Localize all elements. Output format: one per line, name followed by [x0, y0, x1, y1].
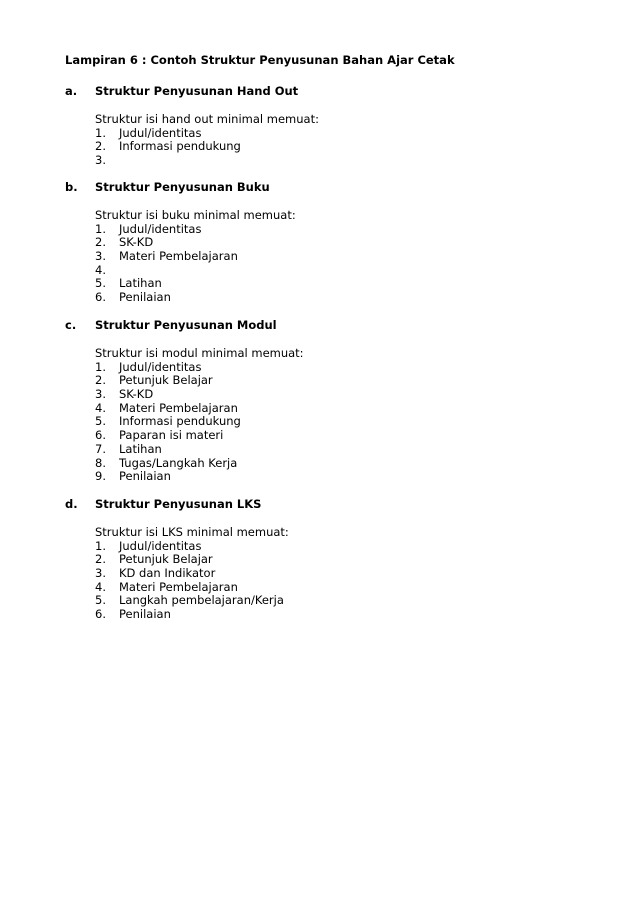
item-number: 3. [95, 387, 106, 402]
item-number: 1. [95, 221, 106, 236]
list-item [95, 291, 585, 305]
item-text: Langkah pembelajaran/Kerja [119, 593, 284, 608]
list-item [95, 402, 585, 416]
list-item [95, 581, 585, 595]
item-number: 5. [95, 276, 106, 291]
list-item [95, 264, 585, 278]
list-item [95, 443, 585, 457]
item-text: Petunjuk Belajar [119, 373, 213, 388]
item-list [95, 127, 585, 168]
item-text: KD dan Indikator [119, 566, 216, 581]
list-item [95, 594, 585, 608]
item-number: 4. [95, 579, 106, 594]
item-number: 2. [95, 139, 106, 154]
item-number: 4. [95, 262, 106, 277]
item-text: Judul/identitas [119, 221, 202, 236]
item-text: Tugas/Langkah Kerja [119, 455, 238, 470]
item-number: 2. [95, 373, 106, 388]
list-item [95, 127, 585, 141]
item-text: SK-KD [119, 235, 154, 250]
item-number: 3. [95, 566, 106, 581]
item-text: Judul/identitas [119, 125, 202, 140]
item-number: 2. [95, 552, 106, 567]
item-number: 7. [95, 441, 106, 456]
list-item [95, 250, 585, 264]
item-number: 1. [95, 125, 106, 140]
item-number: 1. [95, 359, 106, 374]
section-buku [65, 180, 585, 305]
section-lks [65, 497, 585, 622]
item-text: Informasi pendukung [119, 139, 241, 154]
section-intro: Struktur isi modul minimal memuat: [95, 346, 304, 360]
item-list [95, 361, 585, 484]
item-text: Penilaian [119, 469, 171, 484]
section-modul [65, 318, 585, 484]
list-item [95, 277, 585, 291]
list-item [95, 429, 585, 443]
list-item [95, 415, 585, 429]
list-item [95, 470, 585, 484]
section-heading: Struktur Penyusunan LKS [95, 497, 262, 511]
item-text: Informasi pendukung [119, 414, 241, 429]
list-item [95, 540, 585, 554]
section-header [65, 84, 585, 99]
section-intro: Struktur isi hand out minimal memuat: [95, 112, 319, 126]
list-item [95, 223, 585, 237]
item-text: Judul/identitas [119, 538, 202, 553]
item-text: Judul/identitas [119, 359, 202, 374]
item-number: 6. [95, 290, 106, 305]
item-number: 9. [95, 469, 106, 484]
item-number: 5. [95, 414, 106, 429]
item-text: Penilaian [119, 290, 171, 305]
section-header [65, 318, 585, 333]
list-item [95, 236, 585, 250]
item-text: Latihan [119, 441, 162, 456]
item-text: Petunjuk Belajar [119, 552, 213, 567]
list-item [95, 361, 585, 375]
section-letter: b. [65, 180, 78, 194]
list-item [95, 154, 585, 168]
section-heading: Struktur Penyusunan Buku [95, 180, 270, 194]
section-intro: Struktur isi buku minimal memuat: [95, 208, 296, 222]
list-item [95, 388, 585, 402]
item-text: Penilaian [119, 607, 171, 622]
item-list [95, 223, 585, 305]
item-number: 8. [95, 455, 106, 470]
section-letter: a. [65, 84, 78, 98]
item-text: SK-KD [119, 387, 154, 402]
section-intro: Struktur isi LKS minimal memuat: [95, 525, 289, 539]
item-list [95, 540, 585, 622]
item-text: Materi Pembelajaran [119, 400, 238, 415]
list-item [95, 374, 585, 388]
item-number: 1. [95, 538, 106, 553]
item-text: Materi Pembelajaran [119, 249, 238, 264]
item-text: Materi Pembelajaran [119, 579, 238, 594]
section-heading: Struktur Penyusunan Modul [95, 318, 277, 332]
item-number: 6. [95, 607, 106, 622]
document-title: Lampiran 6 : Contoh Struktur Penyusunan Bahan Ajar Cetak [65, 53, 455, 67]
item-number: 6. [95, 428, 106, 443]
section-letter: d. [65, 497, 78, 511]
item-text: Latihan [119, 276, 162, 291]
item-number: 4. [95, 400, 106, 415]
section-heading: Struktur Penyusunan Hand Out [95, 84, 299, 98]
section-header [65, 497, 585, 512]
section-header [65, 180, 585, 195]
section-letter: c. [65, 318, 77, 332]
section-hand-out [65, 84, 585, 168]
list-item [95, 567, 585, 581]
list-item [95, 608, 585, 622]
list-item [95, 457, 585, 471]
item-number: 2. [95, 235, 106, 250]
item-number: 3. [95, 153, 106, 168]
item-number: 3. [95, 249, 106, 264]
item-number: 5. [95, 593, 106, 608]
item-text: Paparan isi materi [119, 428, 224, 443]
list-item [95, 553, 585, 567]
list-item [95, 140, 585, 154]
